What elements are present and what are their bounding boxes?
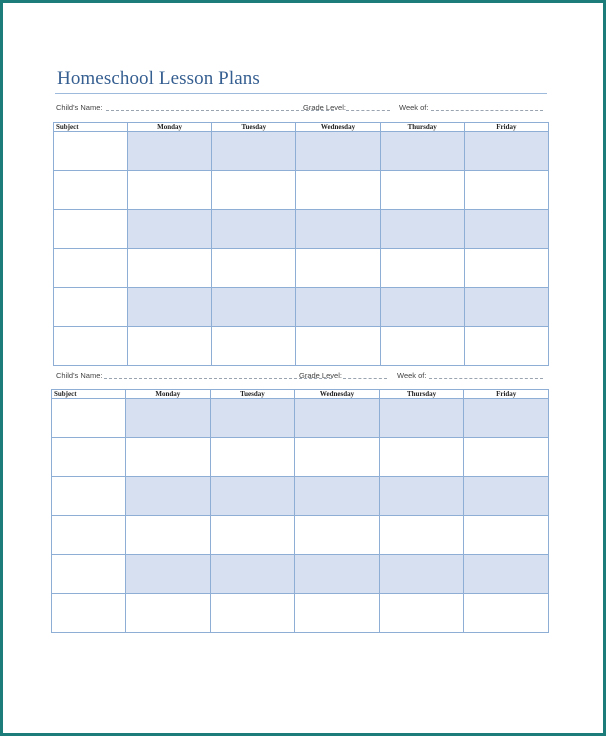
- grade-level-label: Grade Level:: [303, 103, 346, 112]
- table-row: [54, 288, 549, 327]
- lesson-cell[interactable]: [296, 288, 380, 327]
- lesson-cell[interactable]: [380, 327, 464, 366]
- lesson-cell[interactable]: [210, 438, 295, 477]
- lesson-cell[interactable]: [380, 132, 464, 171]
- childs-name-field[interactable]: [104, 378, 332, 379]
- lesson-cell[interactable]: [380, 171, 464, 210]
- info-row-1: [56, 103, 546, 115]
- lesson-cell[interactable]: [380, 210, 464, 249]
- subject-cell[interactable]: [54, 132, 128, 171]
- lesson-cell[interactable]: [296, 249, 380, 288]
- lesson-cell[interactable]: [379, 477, 464, 516]
- lesson-cell[interactable]: [295, 594, 380, 633]
- table-row: [54, 171, 549, 210]
- lesson-cell[interactable]: [464, 210, 548, 249]
- grade-level-label: Grade Level:: [299, 371, 342, 380]
- lesson-cell[interactable]: [210, 516, 295, 555]
- lesson-cell[interactable]: [128, 171, 212, 210]
- header-thursday: Thursday: [379, 390, 464, 399]
- lesson-cell[interactable]: [295, 438, 380, 477]
- lesson-cell[interactable]: [126, 555, 211, 594]
- lesson-cell[interactable]: [212, 171, 296, 210]
- week-of-field[interactable]: [429, 378, 543, 379]
- subject-cell[interactable]: [52, 594, 126, 633]
- lesson-cell[interactable]: [464, 327, 548, 366]
- lesson-cell[interactable]: [379, 594, 464, 633]
- childs-name-label: Child's Name:: [56, 371, 103, 380]
- lesson-cell[interactable]: [126, 477, 211, 516]
- subject-cell[interactable]: [52, 438, 126, 477]
- table-row: [52, 438, 549, 477]
- lesson-cell[interactable]: [379, 438, 464, 477]
- header-tuesday: Tuesday: [210, 390, 295, 399]
- subject-cell[interactable]: [52, 516, 126, 555]
- header-monday: Monday: [128, 123, 212, 132]
- lesson-cell[interactable]: [126, 438, 211, 477]
- info-row-2: [56, 371, 546, 383]
- subject-cell[interactable]: [54, 327, 128, 366]
- table-row: [52, 477, 549, 516]
- table-header-row: [52, 390, 549, 399]
- childs-name-field[interactable]: [106, 110, 334, 111]
- table-header-row: [54, 123, 549, 132]
- header-subject: Subject: [52, 390, 126, 399]
- lesson-cell[interactable]: [128, 132, 212, 171]
- lesson-cell[interactable]: [212, 249, 296, 288]
- lesson-cell[interactable]: [210, 399, 295, 438]
- lesson-plan-table-1: [53, 122, 549, 366]
- lesson-cell[interactable]: [295, 516, 380, 555]
- lesson-cell[interactable]: [295, 555, 380, 594]
- lesson-cell[interactable]: [464, 288, 548, 327]
- lesson-cell[interactable]: [295, 399, 380, 438]
- lesson-cell[interactable]: [212, 210, 296, 249]
- lesson-cell[interactable]: [379, 555, 464, 594]
- lesson-cell[interactable]: [464, 438, 549, 477]
- header-wednesday: Wednesday: [295, 390, 380, 399]
- lesson-cell[interactable]: [464, 171, 548, 210]
- header-wednesday: Wednesday: [296, 123, 380, 132]
- childs-name-label: Child's Name:: [56, 103, 103, 112]
- table-row: [54, 327, 549, 366]
- subject-cell[interactable]: [52, 477, 126, 516]
- lesson-cell[interactable]: [464, 594, 549, 633]
- subject-cell[interactable]: [54, 288, 128, 327]
- week-of-label: Week of:: [397, 371, 427, 380]
- table-row: [54, 210, 549, 249]
- title-divider: [55, 93, 547, 94]
- header-subject: Subject: [54, 123, 128, 132]
- lesson-cell[interactable]: [380, 249, 464, 288]
- header-friday: Friday: [464, 123, 548, 132]
- lesson-cell[interactable]: [380, 288, 464, 327]
- lesson-cell[interactable]: [210, 555, 295, 594]
- lesson-cell[interactable]: [210, 477, 295, 516]
- lesson-cell[interactable]: [464, 477, 549, 516]
- lesson-cell[interactable]: [128, 288, 212, 327]
- lesson-cell[interactable]: [296, 210, 380, 249]
- subject-cell[interactable]: [52, 555, 126, 594]
- lesson-cell[interactable]: [126, 399, 211, 438]
- lesson-cell[interactable]: [464, 399, 549, 438]
- lesson-cell[interactable]: [464, 555, 549, 594]
- week-of-field[interactable]: [431, 110, 543, 111]
- week-of-label: Week of:: [399, 103, 429, 112]
- grade-level-field[interactable]: [343, 378, 387, 379]
- lesson-cell[interactable]: [379, 516, 464, 555]
- header-thursday: Thursday: [380, 123, 464, 132]
- header-monday: Monday: [126, 390, 211, 399]
- table-row: [54, 249, 549, 288]
- table-row: [52, 594, 549, 633]
- lesson-cell[interactable]: [128, 327, 212, 366]
- header-friday: Friday: [464, 390, 549, 399]
- lesson-cell[interactable]: [212, 327, 296, 366]
- lesson-cell[interactable]: [210, 594, 295, 633]
- lesson-cell[interactable]: [464, 249, 548, 288]
- table-row: [54, 132, 549, 171]
- lesson-cell[interactable]: [128, 210, 212, 249]
- lesson-cell[interactable]: [126, 516, 211, 555]
- table-row: [52, 399, 549, 438]
- lesson-cell[interactable]: [464, 516, 549, 555]
- lesson-cell[interactable]: [464, 132, 548, 171]
- header-tuesday: Tuesday: [212, 123, 296, 132]
- subject-cell[interactable]: [54, 210, 128, 249]
- lesson-cell[interactable]: [128, 249, 212, 288]
- lesson-cell[interactable]: [126, 594, 211, 633]
- lesson-cell[interactable]: [296, 171, 380, 210]
- table-row: [52, 555, 549, 594]
- lesson-cell[interactable]: [296, 327, 380, 366]
- lesson-cell[interactable]: [295, 477, 380, 516]
- lesson-cell[interactable]: [379, 399, 464, 438]
- subject-cell[interactable]: [52, 399, 126, 438]
- subject-cell[interactable]: [54, 171, 128, 210]
- lesson-cell[interactable]: [212, 132, 296, 171]
- lesson-cell[interactable]: [212, 288, 296, 327]
- table-row: [52, 516, 549, 555]
- lesson-plan-table-2: [51, 389, 549, 633]
- grade-level-field[interactable]: [346, 110, 390, 111]
- page-title: Homeschool Lesson Plans: [57, 68, 260, 89]
- subject-cell[interactable]: [54, 249, 128, 288]
- lesson-cell[interactable]: [296, 132, 380, 171]
